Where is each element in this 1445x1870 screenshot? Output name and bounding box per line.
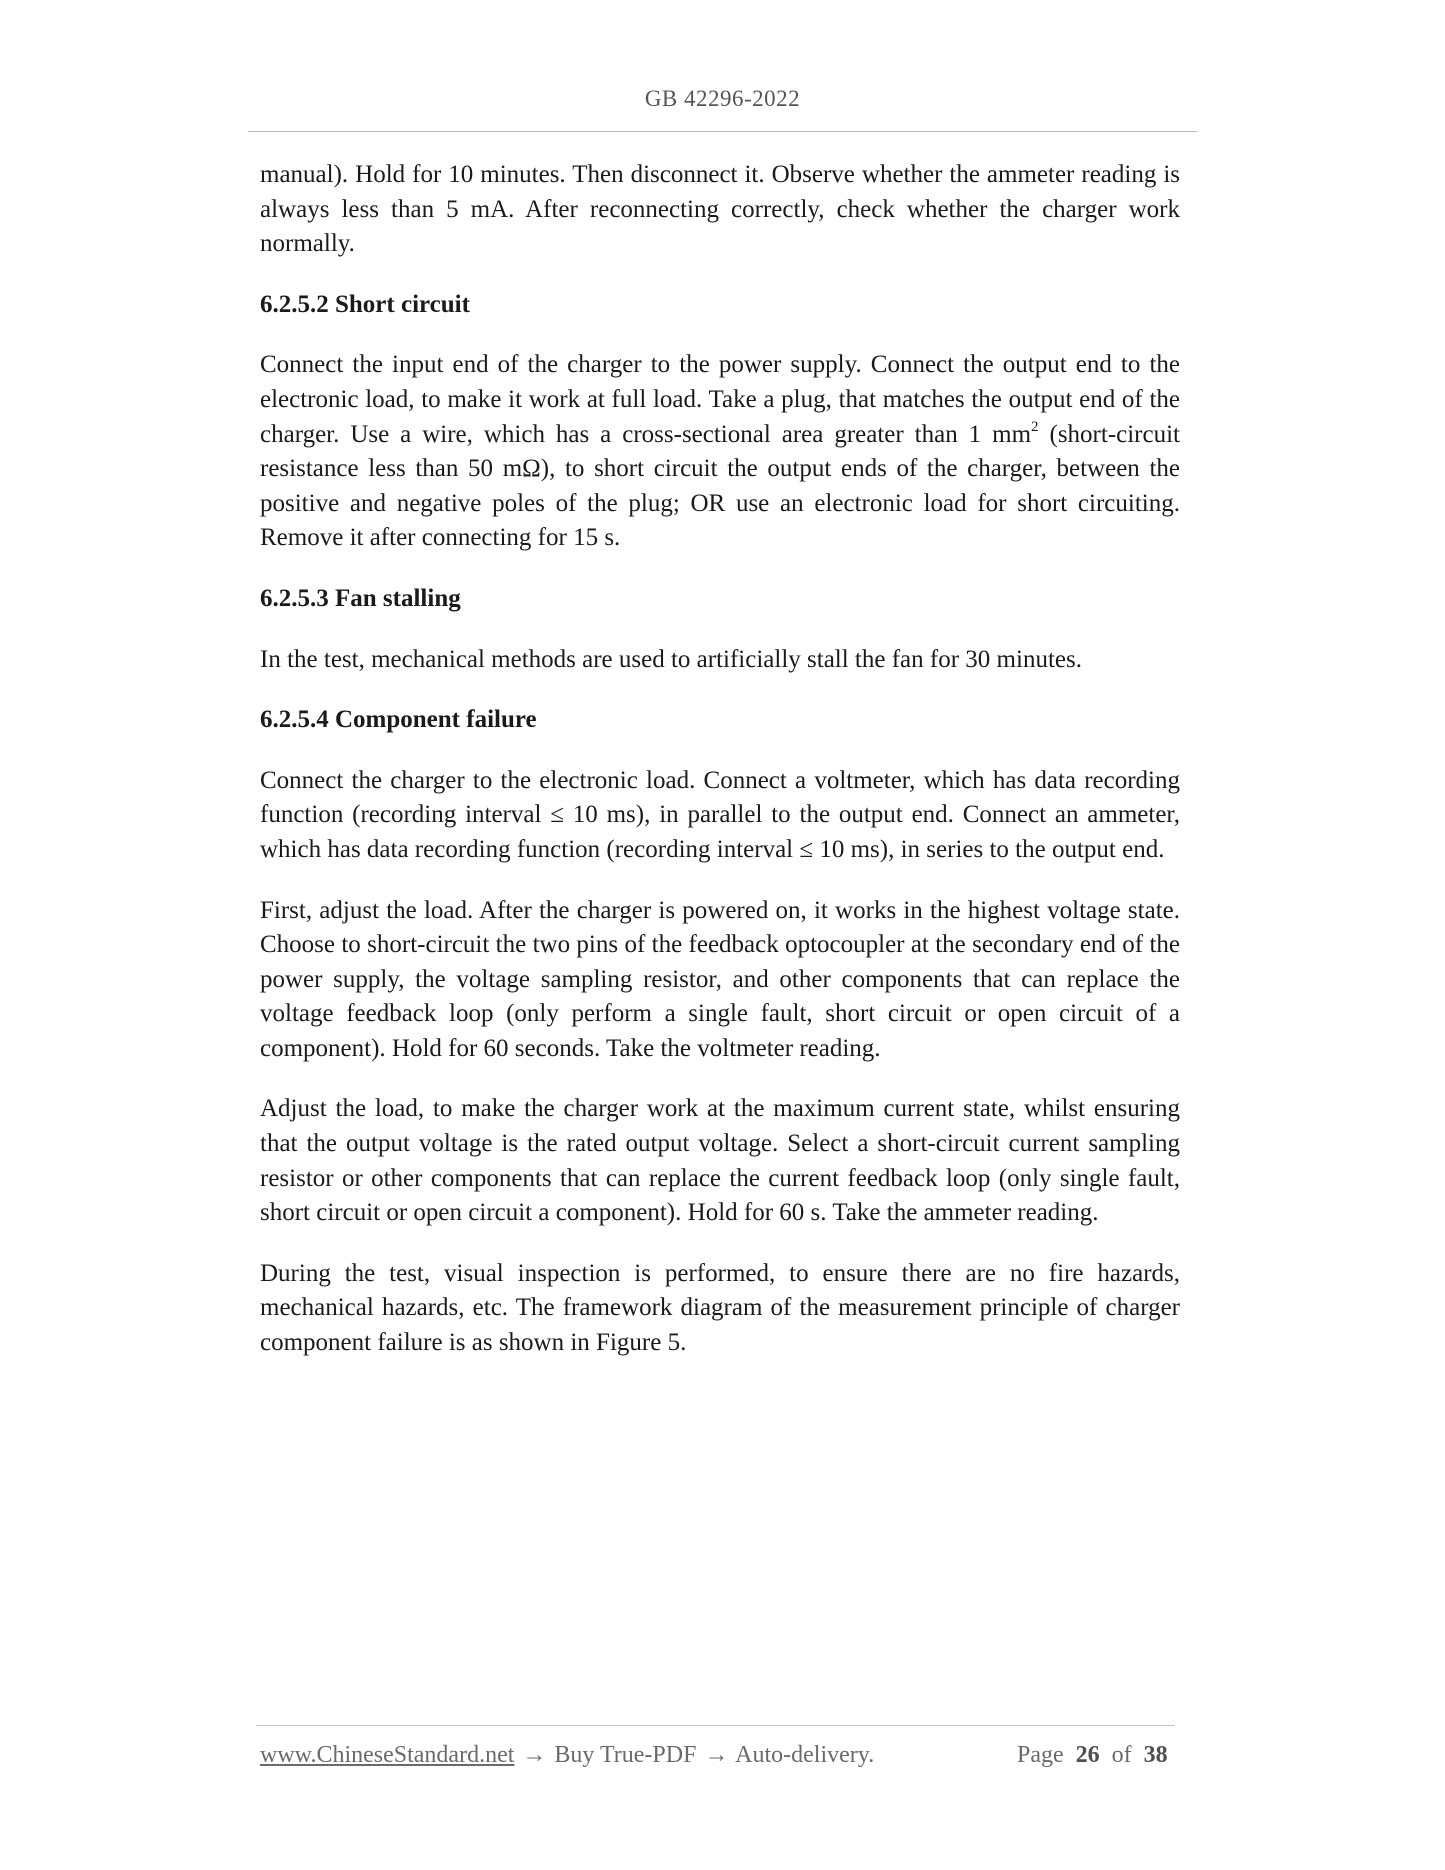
auto-delivery-text: Auto-delivery. xyxy=(735,1742,875,1768)
website-link[interactable]: www.ChineseStandard.net xyxy=(260,1742,515,1768)
paragraph-short-circuit-part2: (short-circuit resistance less than 50 mΩ), to short circuit the output ends of the charger, between the positive and negative poles of the plug; OR use an electronic load for short circuiting. Remove it after connecting for 15 s. xyxy=(260,420,1180,552)
section-heading-fan-stalling: 6.2.5.3 Fan stalling xyxy=(260,584,461,612)
page-label: Page xyxy=(1017,1742,1064,1768)
section-heading-short-circuit: 6.2.5.2 Short circuit xyxy=(260,290,470,318)
paragraph-fan-stalling: In the test, mechanical methods are used to artificially stall the fan for 30 minutes. xyxy=(260,645,1082,673)
of-label: of xyxy=(1111,1742,1132,1768)
arrow-right-icon: → xyxy=(704,1742,729,1768)
buy-true-pdf-text: Buy True-PDF xyxy=(554,1742,697,1768)
paragraph-visual-inspection: During the test, visual inspection is performed, to ensure there are no fire hazards, mechanical hazards, etc. The framework diagram of the measurement principle of charger component failure is as shown in Figure 5. xyxy=(260,1259,1180,1357)
footer-promo xyxy=(260,1742,874,1769)
superscript-squared: 2 xyxy=(1031,419,1039,436)
paragraph-voltage-feedback: First, adjust the load. After the charger is powered on, it works in the highest voltage state. Choose to short-circuit the two pins of the feedback optocoupler at the secondary end of the power supply, the voltage sampling resistor, and other components that can replace the voltage feedback loop (only perform a single fault, short circuit or open circuit of a component). Hold for 60 seconds. Take the voltmeter reading. xyxy=(260,896,1180,1062)
page-number: 26 xyxy=(1075,1742,1100,1768)
header-divider xyxy=(248,131,1197,132)
paragraph-component-failure-setup: Connect the charger to the electronic load. Connect a voltmeter, which has data recording function (recording interval ≤ 10 ms), in parallel to the output end. Connect an ammeter, which has data recording function (recording interval ≤ 10 ms), in series to the output end. xyxy=(260,766,1180,863)
paragraph-short-circuit xyxy=(260,348,1180,556)
page-total: 38 xyxy=(1143,1742,1168,1768)
paragraph-short-circuit-part1: Connect the input end of the charger to the power supply. Connect the output end to the electronic load, to make it work at full load. Take a plug, that matches the output end of the charger. Use a wire, which has a cross-sectional area greater than 1 mm xyxy=(260,351,1180,448)
footer-divider xyxy=(256,1725,1175,1726)
document-body xyxy=(260,158,1180,1387)
section-heading-component-failure: 6.2.5.4 Component failure xyxy=(260,706,537,734)
page-indicator xyxy=(1017,1742,1168,1769)
arrow-right-icon: → xyxy=(522,1742,547,1768)
paragraph-current-feedback: Adjust the load, to make the charger work at the maximum current state, whilst ensuring that the output voltage is the rated output voltage. Select a short-circuit current sampling resistor or other components that can replace the current feedback loop (only single fault, short circuit or open circuit a component). Hold for 60 s. Take the ammeter reading. xyxy=(260,1095,1180,1227)
paragraph-continued: manual). Hold for 10 minutes. Then disconnect it. Observe whether the ammeter reading is always less than 5 mA. After reconnecting correctly, check whether the charger work normally. xyxy=(260,161,1180,258)
document-header-title: GB 42296-2022 xyxy=(644,86,801,111)
